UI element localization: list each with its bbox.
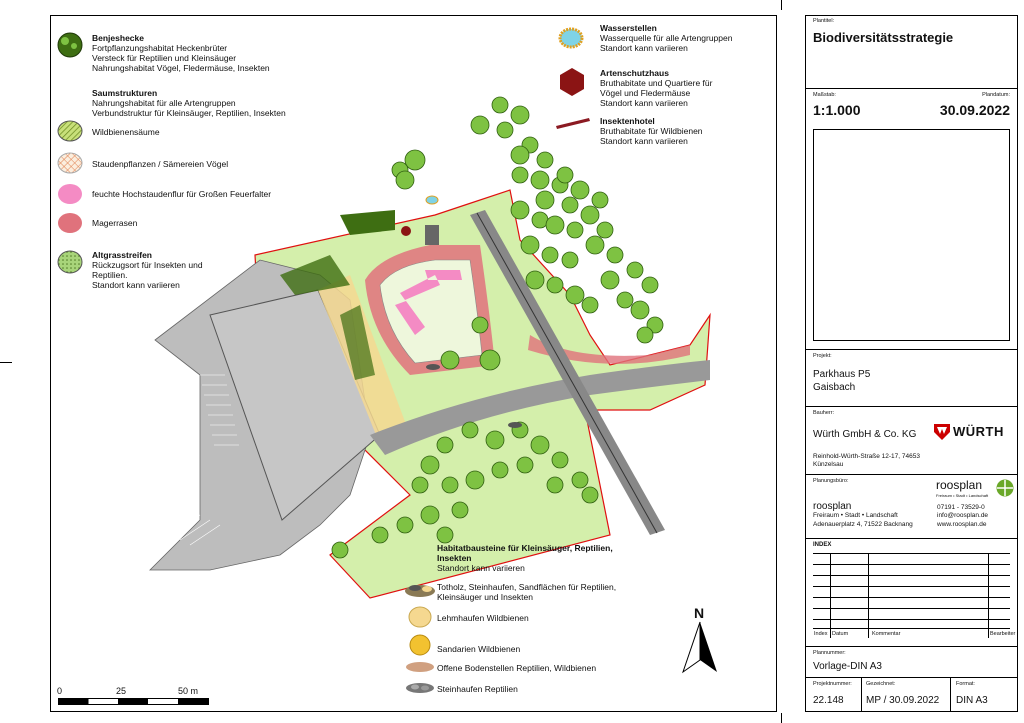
plandatum-label: Plandatum: [982,92,1010,98]
magerrasen-icon [57,212,83,234]
legend-text: Verbundstruktur für Kleinsäuger, Reptilien, Insekten [92,108,286,118]
gezeichnet-label: Gezeichnet: [866,681,896,687]
plandatum-value: 30.09.2022 [939,102,1010,118]
buero-contact: info@roosplan.de [937,512,989,519]
index-col: Bearbeiter [990,631,1016,637]
steinhaufen-icon [405,681,435,695]
habitat-baustein [508,422,522,428]
index-label: INDEX [813,542,832,548]
legend-text: Standort kann variieren [92,280,180,290]
legend-text: Bruthabitate für Wildbienen [600,126,703,136]
lehmhaufen-icon [408,606,432,628]
wildbienensaeume-icon [57,120,83,142]
offene-bodenstellen-icon [405,660,435,674]
wuerth-logo-icon [934,424,950,440]
legend-text: Nahrungshabitat für alle Artengruppen [92,98,236,108]
benjeshecke-icon [57,32,83,58]
projekt-label: Projekt: [813,353,832,359]
legend-text: Lehmhaufen Wildbienen [437,613,529,623]
index-col: Kommentar [872,631,901,637]
legend-text: Reptilien. [92,270,128,280]
legend-text: Fortpflanzungshabitat Heckenbrüter [92,43,228,53]
staudenpflanzen-icon [57,152,83,174]
crop-mark [781,713,782,723]
legend-title-insektenhotel: Insektenhotel [600,116,655,126]
legend-title-altgrasstreifen: Altgrasstreifen [92,250,152,260]
legend-text: Wasserquelle für alle Artengruppen [600,33,733,43]
habitat-baustein [426,364,440,370]
projekt-line: Gaisbach [813,382,856,393]
plan-thumbnail [813,129,1010,341]
legend-text: Wildbienensäume [92,127,160,137]
legend-text: Steinhaufen Reptilien [437,684,518,694]
crop-mark [781,0,782,10]
plantitel: Biodiversitätsstrategie [813,30,954,45]
legend-text: Offene Bodenstellen Reptilien, Wildbienen [437,663,597,673]
insektenhotel-icon [555,116,591,130]
legend-text: Standort kann variieren [600,43,688,53]
legend-text: Magerrasen [92,218,138,228]
wasserstelle [426,196,438,204]
roosplan-logo-text: roosplan [936,478,983,492]
legend-text: Versteck für Reptilien und Kleinsäuger [92,53,237,63]
legend-title-habitatbausteine: Insekten [437,553,472,563]
legend-text: Standort kann variieren [600,98,688,108]
wuerth-logo-text: WÜRTH [953,424,1004,439]
buero-contact: www.roosplan.de [937,521,987,528]
legend-subtitle: Standort kann variieren [437,563,525,573]
hochstaudenflur-icon [57,183,83,205]
buero-name: roosplan [813,501,852,512]
legend-title-wasserstellen: Wasserstellen [600,23,657,33]
projektnummer-value: 22.148 [813,695,844,706]
bauherr-label: Bauherr: [813,410,835,416]
scale-bar [58,698,218,706]
index-col: Datum [832,631,849,637]
buero-line: Adenauerplatz 4, 71522 Backnang [813,521,913,528]
roosplan-logo-sub: Freiraum • Stadt • Landschaft [936,493,989,498]
scale-label: 25 [116,686,127,696]
projektnummer-label: Projektnummer: [813,681,852,687]
north-label: N [694,605,705,621]
stone-pile [425,225,439,245]
totholz-icon [403,579,437,599]
buero-contact: 07191 - 73529-0 [937,504,985,511]
roosplan-logo-icon [996,479,1014,497]
bauherr-address: Reinhold-Würth-Straße 12-17, 74653 [813,453,920,460]
legend-text: Kleinsäuger und Insekten [437,592,533,602]
legend-text: Bruthabitate und Quartiere für [600,78,713,88]
legend-text: Totholz, Steinhaufen, Sandflächen für Reptilien, [437,582,617,592]
massstab-label: Maßstab: [813,92,836,98]
plannummer-label: Plannummer: [813,650,846,656]
legend-text: Rückzugsort für Insekten und [92,260,203,270]
plantitel-label: Plantitel: [813,18,835,24]
artenschutzhaus-icon [557,67,587,97]
legend-text: Nahrungshabitat Vögel, Fledermäuse, Insekten [92,63,270,73]
gezeichnet-value: MP / 30.09.2022 [866,695,940,706]
scale-label: 0 [57,686,63,696]
legend-title-habitatbausteine: Habitatbausteine für Kleinsäuger, Reptilien, [437,543,613,553]
sandarien-icon [408,634,432,656]
plannummer-value: Vorlage-DIN A3 [813,661,882,672]
legend-text: Staudenpflanzen / Sämereien Vögel [92,159,229,169]
legend-text: feuchte Hochstaudenflur für Großen Feuerfalter [92,189,272,199]
legend-text: Standort kann variieren [600,136,688,146]
wasserstelle-icon [558,26,584,50]
projekt-line: Parkhaus P5 [813,369,871,380]
legend-title-benjeshecke: Benjeshecke [92,33,144,43]
legend-title-saumstrukturen: Saumstrukturen [92,88,158,98]
legend-text: Vögel und Fledermäuse [600,88,691,98]
north-arrow-icon [680,620,720,675]
bauherr-address: Künzelsau [813,461,844,468]
format-value: DIN A3 [956,695,988,706]
scale-label: 50 m [178,686,199,696]
planungsbuero-label: Planungsbüro: [813,478,849,484]
artenschutzhaus [401,226,411,236]
format-label: Format: [956,681,975,687]
legend-title-artenschutzhaus: Artenschutzhaus [600,68,669,78]
buero-line: Freiraum • Stadt • Landschaft [813,512,898,519]
crop-mark [0,362,12,363]
massstab-value: 1:1.000 [813,102,861,118]
index-col: Index [814,631,828,637]
altgrasstreifen-icon [57,250,83,274]
title-block [805,15,1018,712]
bauherr-name: Würth GmbH & Co. KG [813,429,917,440]
legend-text: Sandarien Wildbienen [437,644,521,654]
